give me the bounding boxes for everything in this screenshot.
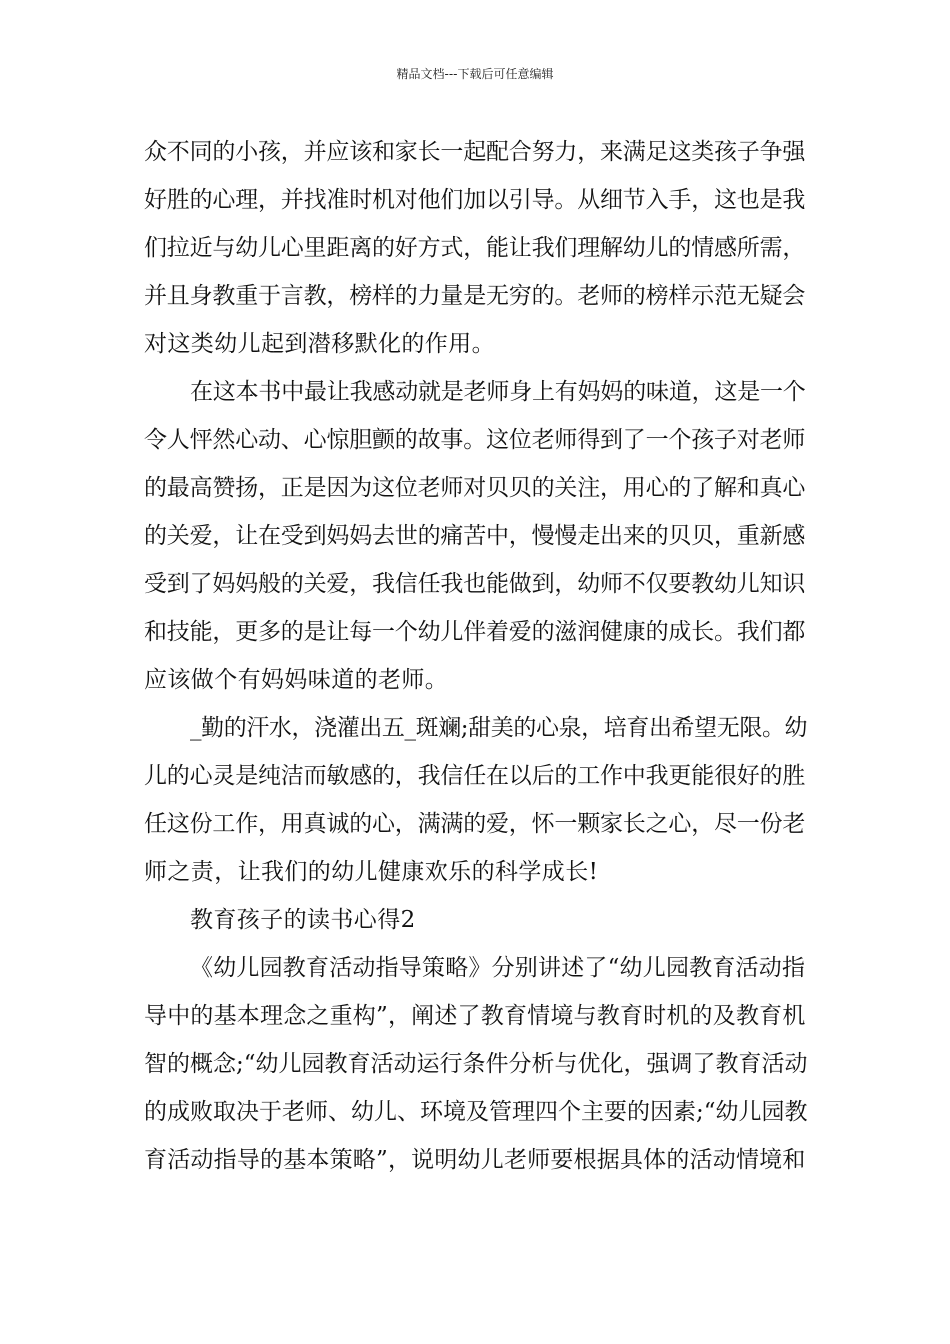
paragraph-first-line: _勤的汗水，浇灌出五_斑斓;甜美的心泉，培育出希望无限。幼 [190, 715, 808, 741]
text-line: 的成败取决于老师、幼儿、环境及管理四个主要的因素;“幼儿园教 [144, 1099, 808, 1125]
text-line: 育活动指导的基本策略”，说明幼儿老师要根据具体的活动情境和 [144, 1147, 806, 1173]
page-header: 精品文档---下载后可任意编辑 [396, 67, 554, 81]
text-line: 并且身教重于言教，榜样的力量是无穷的。老师的榜样示范无疑会 [144, 283, 806, 309]
text-line: 众不同的小孩，并应该和家长一起配合努力，来满足这类孩子争强 [144, 139, 806, 165]
paragraph-first-line: 在这本书中最让我感动就是老师身上有妈妈的味道，这是一个 [190, 379, 806, 405]
paragraph-first-line: 《幼儿园教育活动指导策略》分别讲述了“幼儿园教育活动指 [190, 955, 806, 981]
text-line: 的关爱，让在受到妈妈去世的痛苦中，慢慢走出来的贝贝，重新感 [144, 523, 806, 549]
text-line: 受到了妈妈般的关爱，我信任我也能做到，幼师不仅要教幼儿知识 [144, 571, 806, 597]
text-line: 令人怦然心动、心惊胆颤的故事。这位老师得到了一个孩子对老师 [144, 427, 806, 453]
text-line: 们拉近与幼儿心里距离的好方式，能让我们理解幼儿的情感所需， [144, 235, 806, 261]
text-line: 和技能，更多的是让每一个幼儿伴着爱的滋润健康的成长。我们都 [144, 619, 806, 645]
text-line: 师之责，让我们的幼儿健康欢乐的科学成长! [144, 859, 599, 885]
text-line: 导中的基本理念之重构”，阐述了教育情境与教育时机的及教育机 [144, 1003, 806, 1029]
text-line: 儿的心灵是纯洁而敏感的，我信任在以后的工作中我更能很好的胜 [144, 763, 806, 789]
text-line: 应该做个有妈妈味道的老师。 [144, 667, 449, 693]
text-line: 任这份工作，用真诚的心，满满的爱，怀一颗家长之心，尽一份老 [144, 811, 806, 837]
document-body [144, 128, 808, 1184]
text-line: 对这类幼儿起到潜移默化的作用。 [144, 331, 495, 357]
text-line: 的最高赞扬，正是因为这位老师对贝贝的关注，用心的了解和真心 [144, 475, 806, 501]
text-line: 好胜的心理，并找准时机对他们加以引导。从细节入手，这也是我 [144, 187, 806, 213]
text-line: 智的概念;“幼儿园教育活动运行条件分析与优化，强调了教育活动 [144, 1051, 808, 1077]
section-heading: 教育孩子的读书心得2 [190, 907, 416, 933]
